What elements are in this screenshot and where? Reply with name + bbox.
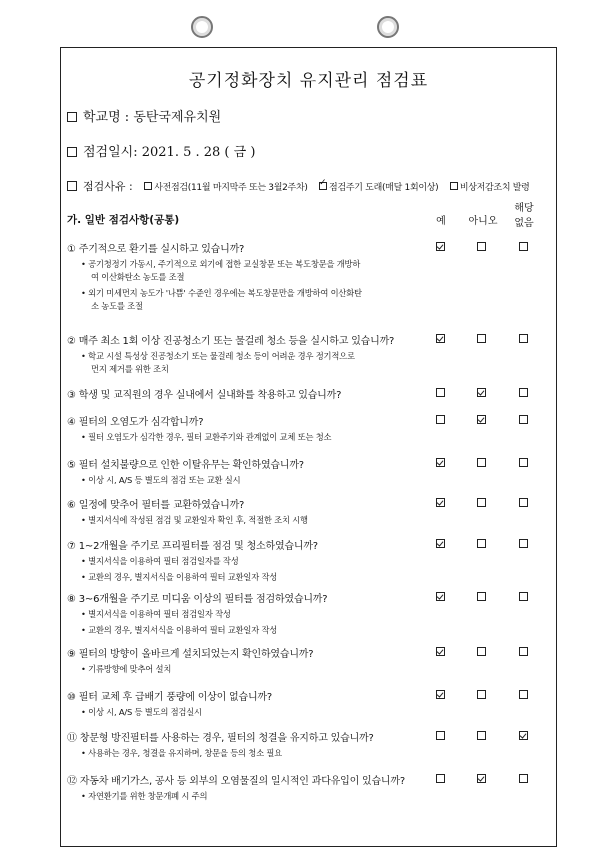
- answer-na-checkbox[interactable]: [519, 647, 528, 656]
- school-name: 학교명 : 동탄국제유치원: [83, 110, 222, 125]
- column-yes: 예: [436, 216, 446, 227]
- question-note: • 교환의 경우, 별지서식을 이용하여 필터 교환일자 작성: [81, 625, 278, 635]
- question-item: [67, 332, 437, 376]
- question-item: [67, 590, 437, 637]
- question-item: [67, 537, 437, 584]
- question-note: • 별지서식을 이용하여 필터 점검일자 작성: [81, 609, 231, 619]
- question-text: ④ 필터의 오염도가 심각합니까?: [67, 417, 204, 428]
- answer-yes-checkbox[interactable]: [436, 458, 445, 467]
- binder-hole-left: [191, 16, 213, 38]
- answer-no-checkbox[interactable]: [477, 647, 486, 656]
- reason-option-preinspection: 사전점검(11월 마지막주 또는 3월2주차): [144, 183, 307, 193]
- column-no: 아니오: [468, 216, 498, 227]
- question-text: ⑥ 일정에 맞추어 필터를 교환하였습니까?: [67, 500, 245, 511]
- question-note: • 외기 미세먼지 농도가 '나쁨' 수준인 경우에는 복도창문만을 개방하여 이산화탄: [81, 288, 362, 298]
- section-title: 가. 일반 점검사항(공통): [67, 214, 180, 226]
- answer-no-checkbox[interactable]: [477, 458, 486, 467]
- answer-na-checkbox[interactable]: [519, 458, 528, 467]
- question-item: [67, 386, 437, 401]
- question-note: • 이상 시, A/S 등 별도의 점검 또는 교환 실시: [81, 475, 241, 485]
- answer-no-checkbox[interactable]: [477, 539, 486, 548]
- question-item: [67, 240, 437, 313]
- answer-no-checkbox[interactable]: [477, 731, 486, 740]
- question-note: • 교환의 경우, 별지서식을 이용하여 필터 교환일자 작성: [81, 572, 278, 582]
- checklist-frame: [60, 47, 557, 847]
- question-note: • 자연환기를 위한 창문개폐 시 주의: [81, 791, 208, 801]
- answer-no-checkbox[interactable]: [477, 334, 486, 343]
- school-row: [67, 106, 221, 125]
- question-note: • 필터 오염도가 심각한 경우, 필터 교환주기와 관계없이 교체 또는 청소: [81, 432, 332, 442]
- question-note: • 사용하는 경우, 청결을 유지하며, 창문을 등의 청소 필요: [81, 748, 282, 758]
- question-item: [67, 772, 437, 803]
- inspection-date: 점검일시: 2021. 5 . 28 ( 금 ): [83, 145, 256, 160]
- question-item: [67, 688, 437, 719]
- date-row: [67, 141, 255, 160]
- question-text: ③ 학생 및 교직원의 경우 실내에서 실내화를 착용하고 있습니까?: [67, 390, 342, 401]
- preinspection-checkbox[interactable]: [144, 182, 152, 190]
- answer-na-checkbox[interactable]: [519, 592, 528, 601]
- question-note: • 학교 시설 특성상 진공청소기 또는 물걸레 청소 등이 어려운 경우 정기적으로: [81, 351, 355, 361]
- question-text: ① 주기적으로 환기를 실시하고 있습니까?: [67, 244, 245, 255]
- question-text: ⑦ 1~2개월을 주기로 프리필터를 점검 및 청소하였습니까?: [67, 541, 318, 552]
- question-item: [67, 456, 437, 487]
- answer-yes-checkbox[interactable]: [436, 690, 445, 699]
- answer-no-checkbox[interactable]: [477, 592, 486, 601]
- answer-yes-checkbox[interactable]: [436, 388, 445, 397]
- question-item: [67, 496, 437, 527]
- question-item: [67, 645, 437, 676]
- answer-yes-checkbox[interactable]: [436, 774, 445, 783]
- reason-option-cycle: ✓ 점검주기 도래(매달 1회이상): [319, 183, 438, 193]
- question-note: • 별지서식을 이용하여 필터 점검일자를 작성: [81, 556, 239, 566]
- answer-yes-checkbox[interactable]: [436, 592, 445, 601]
- question-text: ⑨ 필터의 방향이 올바르게 설치되었는지 확인하였습니까?: [67, 649, 314, 660]
- question-note: • 기류방향에 맞추어 설치: [81, 664, 172, 674]
- question-item: [67, 413, 437, 444]
- answer-na-checkbox[interactable]: [519, 690, 528, 699]
- question-text: ⑪ 창문형 방진필터를 사용하는 경우, 필터의 청결을 유지하고 있습니까?: [67, 733, 374, 744]
- binder-hole-right: [377, 16, 399, 38]
- question-text: ② 매주 최소 1회 이상 진공청소기 또는 물걸레 청소 등을 실시하고 있습니까?: [67, 336, 395, 347]
- question-note: 소 농도를 조절: [91, 301, 143, 311]
- question-text: ⑫ 자동차 배기가스, 공사 등 외부의 오염물질의 일시적인 과다유입이 있습니까?: [67, 776, 405, 787]
- answer-na-checkbox[interactable]: [519, 415, 528, 424]
- question-text: ⑤ 필터 설치불량으로 인한 이탈유무는 확인하였습니까?: [67, 460, 304, 471]
- question-text: ⑧ 3~6개월을 주기로 미디움 이상의 필터를 점검하였습니까?: [67, 594, 328, 605]
- answer-yes-checkbox[interactable]: [436, 242, 445, 251]
- answer-na-checkbox[interactable]: [519, 334, 528, 343]
- question-note: 여 이산화탄소 농도를 조절: [91, 272, 185, 282]
- answer-no-checkbox[interactable]: [477, 774, 486, 783]
- reason-checkbox[interactable]: [67, 181, 77, 191]
- answer-na-checkbox[interactable]: [519, 774, 528, 783]
- cycle-checkbox[interactable]: [319, 182, 327, 190]
- answer-yes-checkbox[interactable]: [436, 731, 445, 740]
- answer-no-checkbox[interactable]: [477, 242, 486, 251]
- question-note: • 이상 시, A/S 등 별도의 점검실시: [81, 707, 202, 717]
- reason-label: 점검사유 :: [83, 180, 133, 193]
- answer-yes-checkbox[interactable]: [436, 647, 445, 656]
- question-item: [67, 729, 437, 760]
- reason-option-emergency: 비상저감조치 발령: [450, 183, 530, 193]
- answer-na-checkbox[interactable]: [519, 539, 528, 548]
- answer-no-checkbox[interactable]: [477, 690, 486, 699]
- answer-no-checkbox[interactable]: [477, 415, 486, 424]
- answer-na-checkbox[interactable]: [519, 731, 528, 740]
- answer-yes-checkbox[interactable]: [436, 415, 445, 424]
- date-checkbox[interactable]: [67, 147, 77, 157]
- question-note: 먼지 제거를 위한 조치: [91, 364, 169, 374]
- answer-yes-checkbox[interactable]: [436, 498, 445, 507]
- question-note: • 공기청정기 가동시, 주기적으로 외기에 접한 교실창문 또는 복도창문을 개방하: [81, 259, 361, 269]
- answer-na-checkbox[interactable]: [519, 498, 528, 507]
- column-na: 해당 없음: [514, 203, 534, 229]
- answer-no-checkbox[interactable]: [477, 388, 486, 397]
- question-note: • 별지서식에 작성된 점검 및 교환일자 확인 후, 적절한 조치 시행: [81, 515, 308, 525]
- answer-na-checkbox[interactable]: [519, 388, 528, 397]
- school-checkbox[interactable]: [67, 112, 77, 122]
- reason-row: [67, 178, 530, 194]
- answer-no-checkbox[interactable]: [477, 498, 486, 507]
- answer-na-checkbox[interactable]: [519, 242, 528, 251]
- page-title: 공기정화장치 유지관리 점검표: [188, 71, 429, 91]
- answer-yes-checkbox[interactable]: [436, 334, 445, 343]
- question-text: ⑩ 필터 교체 후 급배기 풍량에 이상이 없습니까?: [67, 692, 273, 703]
- answer-yes-checkbox[interactable]: [436, 539, 445, 548]
- emergency-checkbox[interactable]: [450, 182, 458, 190]
